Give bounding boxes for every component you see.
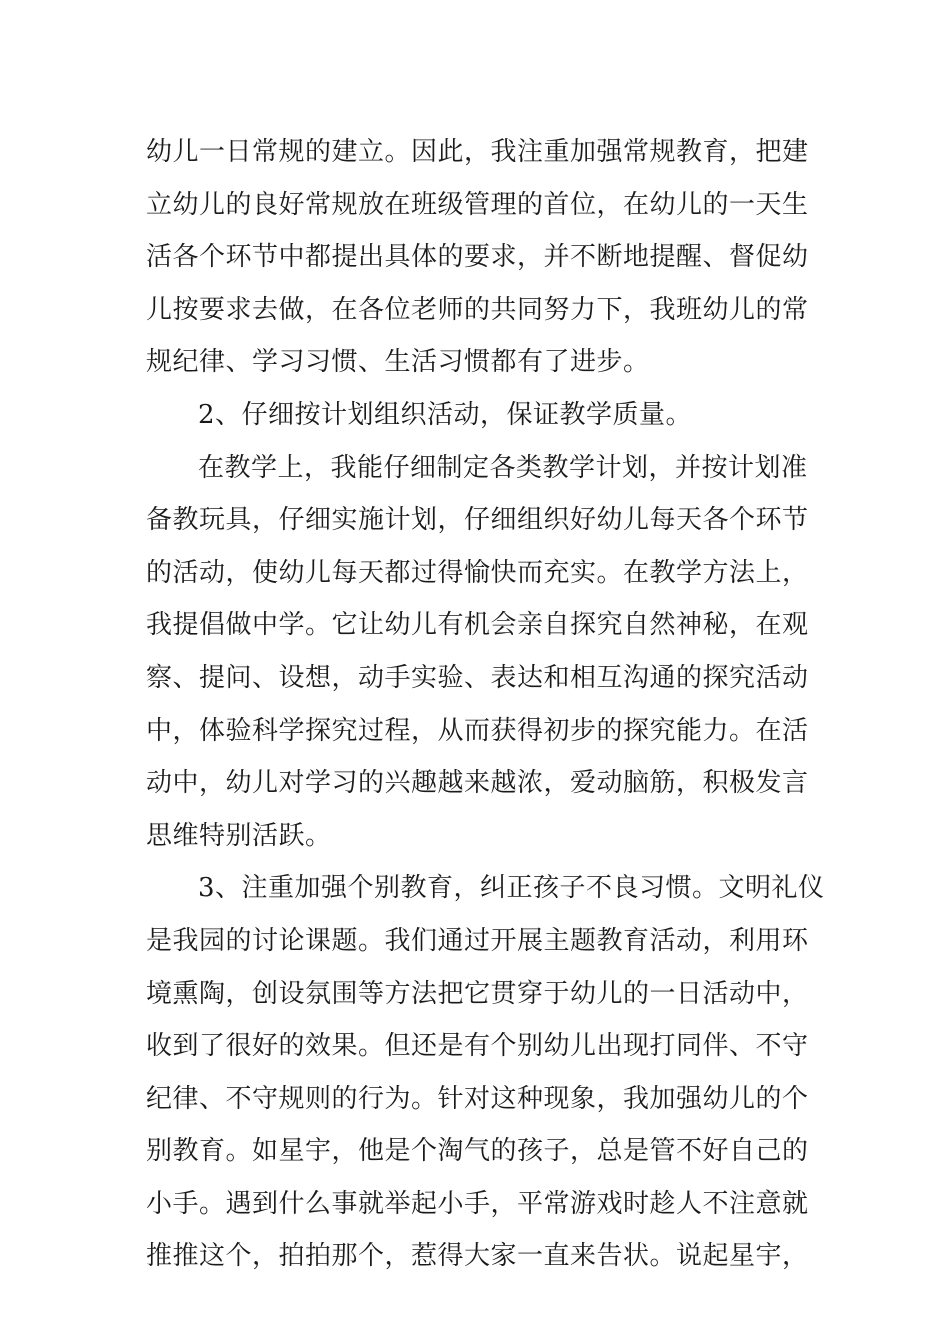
text-line: 在教学上，我能仔细制定各类教学计划，并按计划准	[198, 452, 808, 483]
section-heading-3: 3、注重加强个别教育，纠正孩子不良习惯。文明礼仪	[198, 873, 825, 904]
text-line: 儿按要求去做，在各位老师的共同努力下，我班幼儿的常	[146, 294, 809, 325]
document-body	[146, 126, 825, 1283]
text-line: 动中，幼儿对学习的兴趣越来越浓，爱动脑筋，积极发言	[146, 768, 809, 799]
text-line: 小手。遇到什么事就举起小手，平常游戏时趁人不注意就	[146, 1188, 809, 1219]
section-heading-2: 2、仔细按计划组织活动，保证教学质量。	[198, 399, 693, 430]
text-line: 活各个环节中都提出具体的要求，并不断地提醒、督促幼	[146, 242, 809, 273]
text-line: 境熏陶，创设氛围等方法把它贯穿于幼儿的一日活动中，	[146, 978, 809, 1009]
text-line: 别教育。如星宇，他是个淘气的孩子，总是管不好自己的	[146, 1136, 809, 1167]
text-line: 我提倡做中学。它让幼儿有机会亲自探究自然神秘，在观	[146, 610, 809, 641]
text-line: 中，体验科学探究过程，从而获得初步的探究能力。在活	[146, 715, 809, 746]
text-line: 备教玩具，仔细实施计划，仔细组织好幼儿每天各个环节	[146, 505, 809, 536]
text-line: 是我园的讨论课题。我们通过开展主题教育活动，利用环	[146, 925, 809, 956]
text-line: 的活动，使幼儿每天都过得愉快而充实。在教学方法上，	[146, 557, 809, 588]
text-line: 规纪律、学习习惯、生活习惯都有了进步。	[146, 347, 650, 378]
text-line: 推推这个，拍拍那个，惹得大家一直来告状。说起星宇，	[146, 1241, 809, 1272]
text-line: 收到了很好的效果。但还是有个别幼儿出现打同伴、不守	[146, 1031, 809, 1062]
text-line: 纪律、不守规则的行为。针对这种现象，我加强幼儿的个	[146, 1083, 809, 1114]
text-line: 察、提问、设想，动手实验、表达和相互沟通的探究活动	[146, 662, 809, 693]
text-line: 立幼儿的良好常规放在班级管理的首位，在幼儿的一天生	[146, 189, 809, 220]
text-line: 幼儿一日常规的建立。因此，我注重加强常规教育，把建	[146, 137, 809, 167]
text-line: 思维特别活跃。	[146, 820, 332, 851]
